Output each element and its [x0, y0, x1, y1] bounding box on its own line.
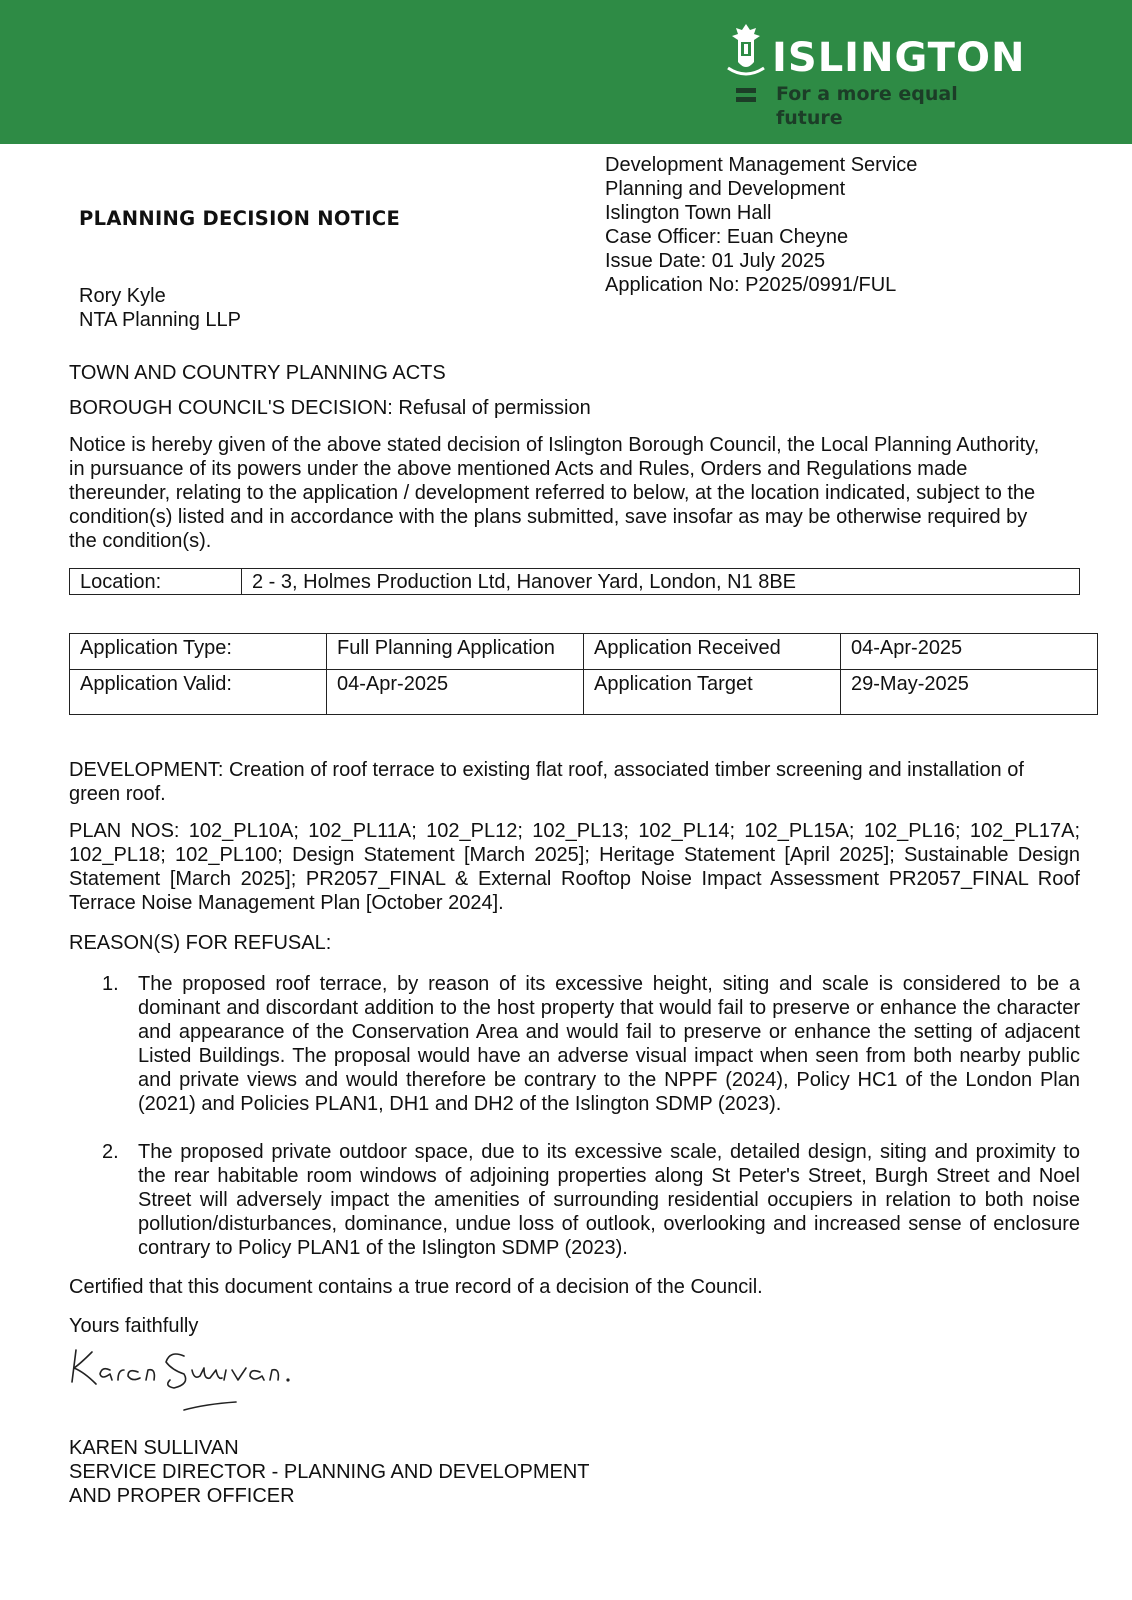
reason-number: 1. [102, 973, 119, 995]
header-band [0, 0, 1132, 144]
notice-title: PLANNING DECISION NOTICE [79, 207, 401, 230]
addressee-company: NTA Planning LLP [79, 309, 241, 331]
sign-off: Yours faithfully [69, 1315, 199, 1337]
location-value: 2 - 3, Holmes Production Ltd, Hanover Yard, London, N1 8BE [242, 569, 1080, 595]
location-row [70, 569, 1080, 595]
addressee [79, 284, 241, 332]
signatory-title: SERVICE DIRECTOR - PLANNING AND DEVELOPMENT [69, 1461, 590, 1483]
office-department: Planning and Development [605, 178, 846, 200]
reasons-heading: REASON(S) FOR REFUSAL: [69, 932, 332, 954]
application-table [69, 633, 1098, 715]
islington-logo [720, 18, 1026, 129]
list-item [102, 1140, 1080, 1260]
decision-line: BOROUGH COUNCIL'S DECISION: Refusal of permission [69, 397, 591, 419]
office-building: Islington Town Hall [605, 202, 772, 224]
application-valid-label: Application Valid: [70, 670, 327, 715]
council-name: ISLINGTON [772, 35, 1026, 81]
table-row [70, 670, 1098, 715]
signatory-name: KAREN SULLIVAN [69, 1437, 239, 1459]
table-row [70, 634, 1098, 670]
office-service: Development Management Service [605, 154, 918, 176]
application-received-value: 04-Apr-2025 [841, 634, 1098, 670]
development-description: DEVELOPMENT: Creation of roof terrace to existing flat roof, associated timber screening and installation of green roof. [69, 759, 1024, 805]
equals-icon [736, 88, 756, 102]
borough-crest-icon [724, 22, 768, 82]
location-table [69, 568, 1080, 595]
issue-date: Issue Date: 01 July 2025 [605, 250, 826, 272]
application-target-label: Application Target [584, 670, 841, 715]
council-tagline: For a more equal future [776, 83, 958, 129]
addressee-name: Rory Kyle [79, 285, 166, 307]
certification-statement: Certified that this document contains a true record of a decision of the Council. [69, 1276, 763, 1298]
handwritten-signature [66, 1340, 346, 1420]
reason-text: The proposed private outdoor space, due to its excessive scale, detailed design, siting and proximity to the rear habitable room windows of adjoining properties along St Peter's Street, Burgh Street and Noel Street will adversely impact the amenities of surrounding residential occupiers in relation to both noise pollution/disturbances, dominance, undue loss of outlook, overlooking and increased sense of enclosure contrary to Policy PLAN1 of the Islington SDMP (2023). [138, 1141, 1080, 1259]
list-item [102, 972, 1080, 1116]
application-type-value: Full Planning Application [327, 634, 584, 670]
reason-number: 2. [102, 1141, 119, 1163]
signatory-title-continued: AND PROPER OFFICER [69, 1485, 295, 1507]
notice-paragraph: Notice is hereby given of the above stated decision of Islington Borough Council, the Local Planning Authority, in pursuance of its powers under the above mentioned Acts and Rules, Orders and Regulations made thereunder, relating to the application / development referred to below, at the location indicated, subject to the condition(s) listed and in accordance with the plans submitted, save insofar as may be otherwise required by the condition(s). [69, 434, 1040, 552]
office-details [605, 153, 917, 297]
application-valid-value: 04-Apr-2025 [327, 670, 584, 715]
acts-heading: TOWN AND COUNTRY PLANNING ACTS [69, 362, 446, 384]
application-type-label: Application Type: [70, 634, 327, 670]
plan-numbers: PLAN NOS: 102_PL10A; 102_PL11A; 102_PL12; 102_PL13; 102_PL14; 102_PL15A; 102_PL16; 102_PL17A; 102_PL18; 102_PL100; Design Statement [March 2025]; Heritage Statement [April 2025]; Sustainable Design Statement [March 2025]; PR2057_FINAL & External Rooftop Noise Impact Assessment PR2057_FINAL Roof Terrace Noise Management Plan [October 2024]. [69, 820, 1080, 914]
application-target-value: 29-May-2025 [841, 670, 1098, 715]
signatory-block [69, 1436, 589, 1508]
case-officer: Case Officer: Euan Cheyne [605, 226, 849, 248]
application-number: Application No: P2025/0991/FUL [605, 274, 897, 296]
location-label: Location: [70, 569, 242, 595]
reason-text: The proposed roof terrace, by reason of its excessive height, siting and scale is considered to be a dominant and discordant addition to the host property that would fail to preserve or enhance the character and appearance of the Conservation Area and would fail to preserve or enhance the setting of adjacent Listed Buildings. The proposal would have an adverse visual impact when seen from both nearby public and private views and would therefore be contrary to the NPPF (2024), Policy HC1 of the London Plan (2021) and Policies PLAN1, DH1 and DH2 of the Islington SDMP (2023). [138, 973, 1080, 1115]
application-received-label: Application Received [584, 634, 841, 670]
